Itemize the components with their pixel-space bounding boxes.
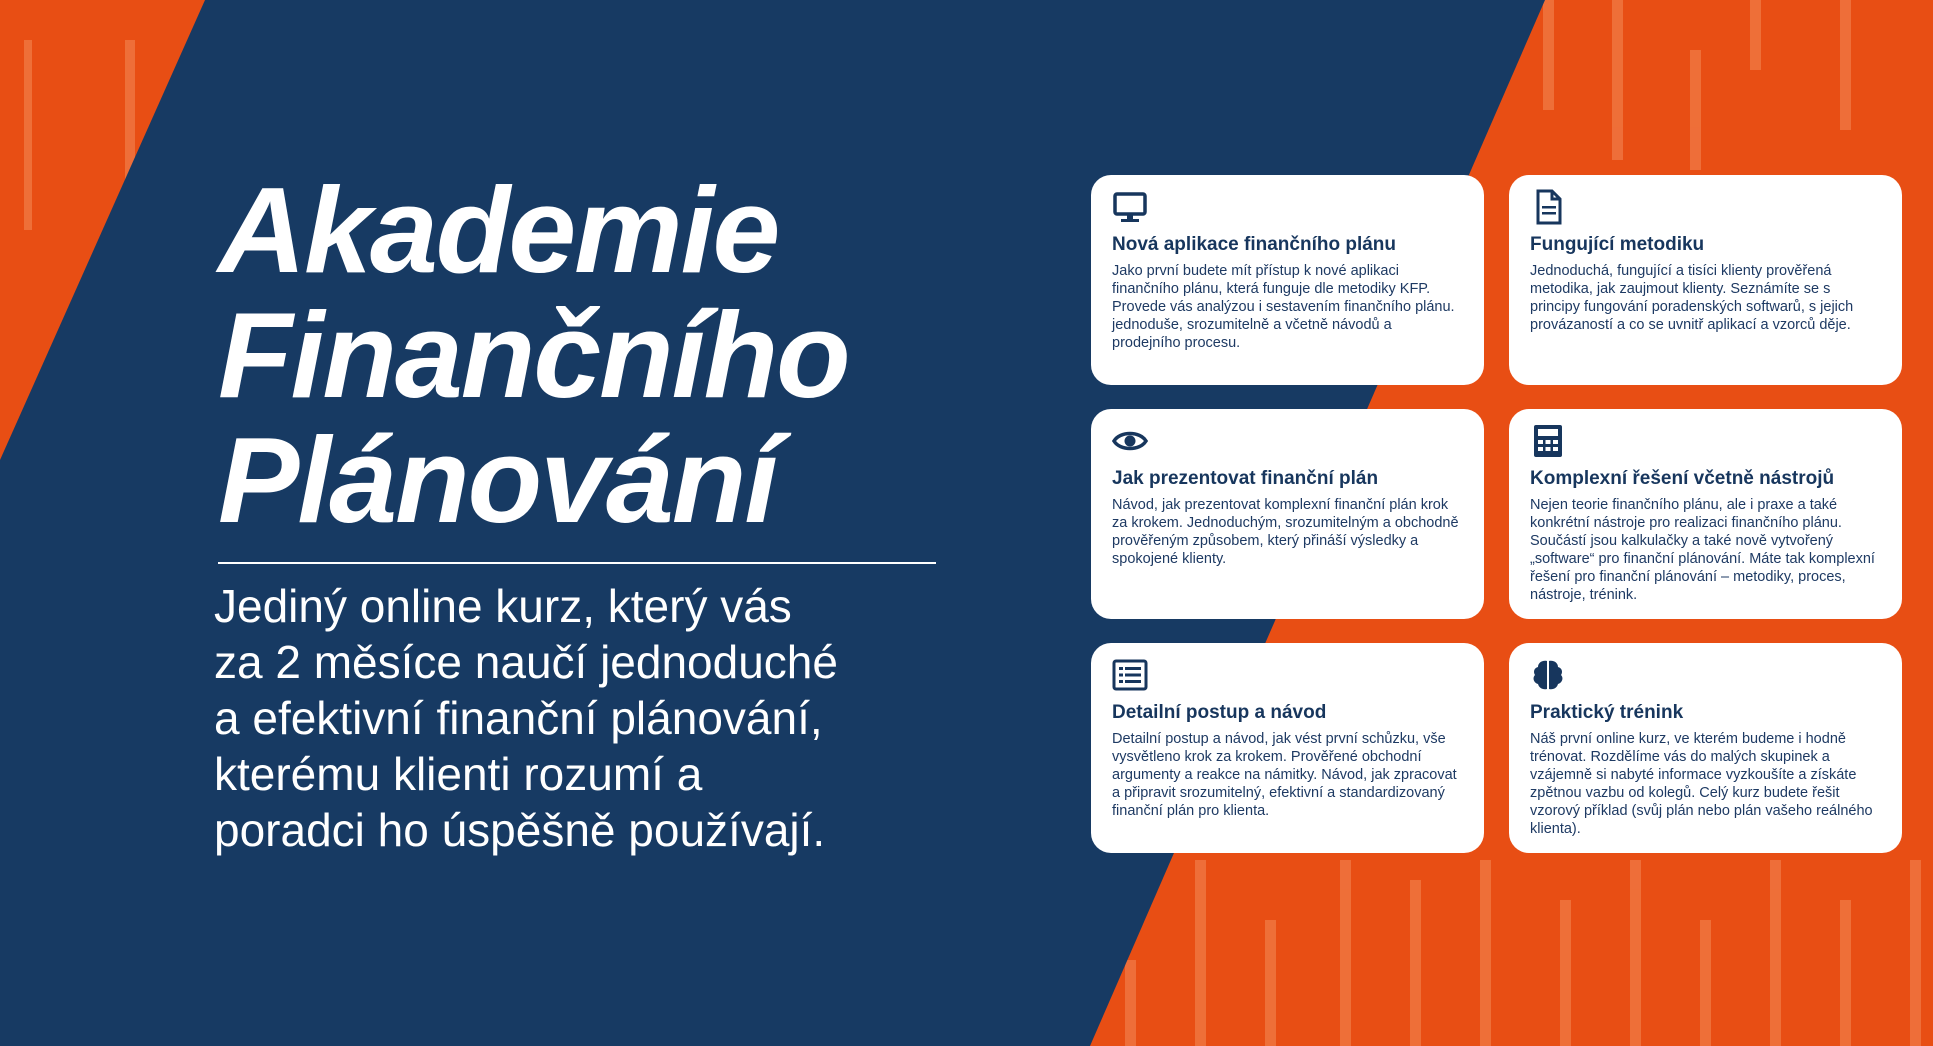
- hero-subtitle-line-5: poradci ho úspěšně používají.: [214, 804, 826, 856]
- document-icon: [1530, 189, 1566, 225]
- card-text: Jednoduchá, fungující a tisíci klienty prověřená metodika, jak zaujmout klienty. Seznámíte se s principy fungování poradenských softwarů, s jejich provázaností a co se uvnitř aplikací a vzorců děje.: [1530, 263, 1854, 333]
- hero-subtitle: [214, 578, 934, 858]
- feature-card-app: [1091, 175, 1484, 385]
- card-text: Detailní postup a návod, jak vést první schůzku, vše vysvětleno krok za krokem. Prověřené obchodní argumenty a reakce na námitky. Návod, jak zpracovat a připravit srozumitelný, efektivní a standardizovaný finanční plán pro klienta.: [1112, 731, 1457, 819]
- list-icon: [1112, 657, 1148, 693]
- card-title: Komplexní řešení včetně nástrojů: [1530, 468, 1835, 489]
- card-title: Praktický trénink: [1530, 702, 1684, 723]
- feature-card-tools: [1509, 409, 1902, 619]
- feature-card-training: [1509, 643, 1902, 853]
- hero-divider: [218, 562, 936, 564]
- hero-subtitle-line-1: Jediný online kurz, který vás: [214, 580, 792, 632]
- feature-card-presentation: [1091, 409, 1484, 619]
- brain-icon: [1530, 657, 1566, 693]
- hero-title-line-3: Plánování: [218, 412, 777, 548]
- feature-card-guide: [1091, 643, 1484, 853]
- hero-title-line-1: Akademie: [218, 162, 779, 298]
- hero-subtitle-line-2: za 2 měsíce naučí jednoduché: [214, 636, 838, 688]
- hero-title-line-2: Finančního: [218, 287, 849, 423]
- feature-card-methodology: [1509, 175, 1902, 385]
- card-title: Jak prezentovat finanční plán: [1112, 468, 1379, 489]
- card-text: Nejen teorie finančního plánu, ale i praxe a také konkrétní nástroje pro realizaci finančního plánu. Součástí jsou kalkulačky a také nově vytvořený „software“ pro finanční plánování. Máte tak komplexní řešení pro finanční plánování – metodiky, proces, nástroje, trénink.: [1530, 497, 1875, 603]
- monitor-icon: [1112, 189, 1148, 225]
- hero-subtitle-line-3: a efektivní finanční plánování,: [214, 692, 823, 744]
- card-text: Návod, jak prezentovat komplexní finanční plán krok za krokem. Jednoduchým, srozumitelným a obchodně prověřeným způsobem, který přináší výsledky a spokojené klienty.: [1112, 497, 1459, 567]
- card-title: Nová aplikace finančního plánu: [1112, 234, 1397, 255]
- card-text: Náš první online kurz, ve kterém budeme i hodně trénovat. Rozdělíme vás do malých skupinek a vzájemně si nabyté informace vyzkoušíte a získáte zpětnou vazbu od kolegů. Celý kurz budete řešit vzorový příklad (svůj plán nebo plán vašeho reálného klienta).: [1530, 731, 1873, 837]
- card-title: Fungující metodiku: [1530, 234, 1705, 255]
- hero-title: [218, 162, 978, 548]
- hero-subtitle-line-4: kterému klienti rozumí a: [214, 748, 703, 800]
- calculator-icon: [1530, 423, 1566, 459]
- card-text: Jako první budete mít přístup k nové aplikaci finančního plánu, která funguje dle metodiky KFP. Provede vás analýzou i sestavením finančního plánu. jednoduše, srozumitelně a včetně návodů a prodejního procesu.: [1112, 263, 1455, 351]
- card-title: Detailní postup a návod: [1112, 702, 1327, 723]
- eye-icon: [1112, 423, 1148, 459]
